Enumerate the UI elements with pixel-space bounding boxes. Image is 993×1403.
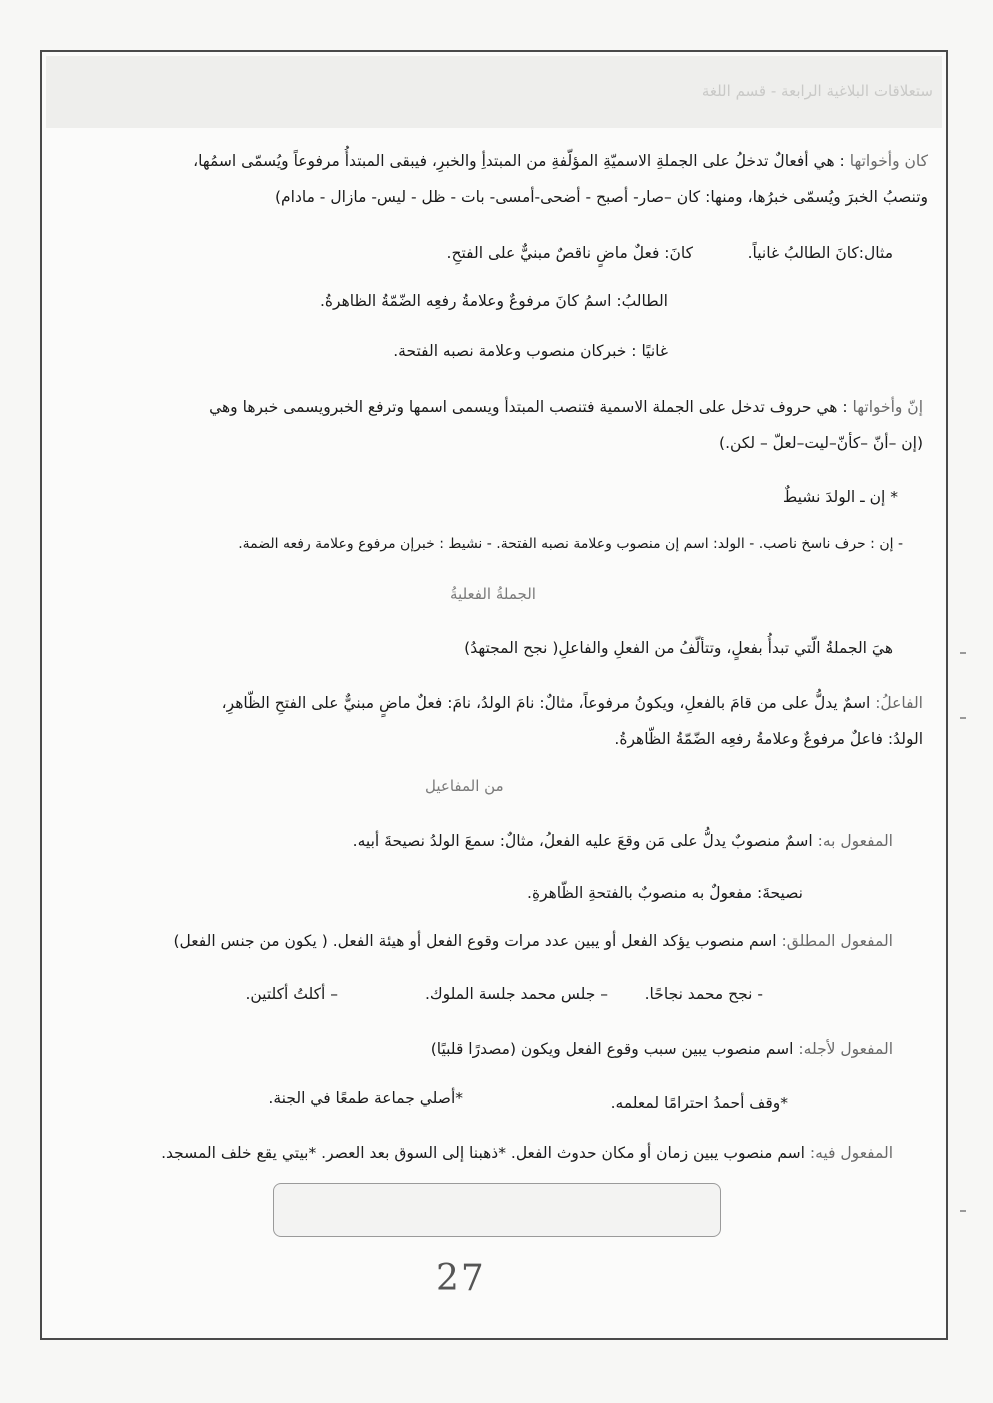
kana-definition-line2: وتنصبُ الخبرَ ويُسمّى خبرُها، ومنها: كان –صار- أصبح - أضحى-أمسى- بات - ظل - ليس- مازال - مادام) (275, 188, 928, 206)
fail-def-text: اسمٌ يدلُّ على من قامَ بالفعلِ، ويكونُ مرفوعاً، مثالٌ: نامَ الولدُ، نامَ: فعلٌ ماضٍ مبنيٌّ على الفتحِ الظّاهرِ، (221, 694, 871, 712)
maful-liajlih-example2: *أصلي جماعة طمعًا في الجنة. (268, 1089, 463, 1107)
maful-mutlaq-term: المفعول المطلق: (781, 932, 893, 950)
inna-def-text: : هي حروف تدخل على الجملة الاسمية فتنصب المبتدأ ويسمى اسمها وترفع الخبرويسمى خبرها وهي (209, 398, 848, 416)
kana-example-talib: الطالبُ: اسمُ كانَ مرفوعٌ وعلامةُ رفعِه الضّمّةُ الظاهرةُ. (320, 292, 668, 310)
kana-example-sentence: مثال:كانَ الطالبُ غانياً. (747, 244, 893, 262)
maful-bih-def-text: اسمٌ منصوبٌ يدلُّ على مَن وقعَ عليه الفعلُ، مثالٌ: سمعَ الولدُ نصيحةَ أبيه. (352, 832, 813, 850)
page-header: ستعلاقات البلاغية الرابعة - قسم اللغة (701, 82, 933, 100)
kana-example-kana: كانَ: فعلٌ ماضٍ ناقصٌ مبنيٌّ على الفتحِ. (446, 244, 693, 262)
fail-definition-line1 (222, 692, 923, 714)
maful-mutlaq-def-text: اسم منصوب يؤكد الفعل أو يبين عدد مرات وقوع الفعل أو هيئة الفعل. ( يكون من جنس الفعل) (173, 932, 777, 950)
maful-mutlaq-example3: – أكلتُ أكلتين. (245, 985, 338, 1003)
maful-fih-def-text: اسم منصوب يبين زمان أو مكان حدوث الفعل. *ذهبنا إلى السوق بعد العصر. *بيتي يقع خلف المسجد. (161, 1144, 805, 1162)
scan-mark (960, 717, 966, 719)
inna-example: * إن ـ الولدَ نشيطٌ (782, 488, 898, 506)
inna-definition-line1 (209, 396, 923, 418)
inna-definition-line2: (إن –أنّ –كأنّ–ليت–لعلّ – لكن.) (719, 434, 923, 452)
maful-liajlih-term: المفعول لأجله: (798, 1040, 893, 1058)
maful-fih-definition (161, 1142, 893, 1164)
kana-def-text: : هي أفعالٌ تدخلُ على الجملةِ الاسميّةِ المؤلّفةِ من المبتدأِ والخبرِ، فيبقى المبتدأُ مرفوعاً ويُسمّى اسمُها، (193, 152, 845, 170)
kana-definition-line1 (193, 150, 928, 172)
verbal-sentence-heading: الجملةُ الفعليةُ (450, 585, 536, 603)
objects-heading: من المفاعيل (425, 777, 504, 795)
footer-box (273, 1183, 721, 1237)
maful-liajlih-def-text: اسم منصوب يبين سبب وقوع الفعل ويكون (مصدرًا قلبيًا) (430, 1040, 794, 1058)
maful-mutlaq-example2: – جلس محمد جلسة الملوك. (424, 985, 608, 1003)
maful-liajlih-definition (431, 1038, 893, 1060)
kana-example-ghaniyan: غانيًا : خبركان منصوب وعلامة نصبه الفتحة. (393, 342, 668, 360)
inna-analysis: - إن : حرف ناسخ ناصب. - الولد: اسم إن منصوب وعلامة نصبه الفتحة. - نشيط : خبرإن مرفوع وعلامة رفعه الضمة. (238, 536, 903, 552)
fail-definition-line2: الولدُ: فاعلٌ مرفوعٌ وعلامةُ رفعِه الضّمّةُ الظّاهرةُ. (614, 730, 923, 748)
maful-bih-example: نصيحةَ: مفعولٌ به منصوبٌ بالفتحةِ الظّاهرةِ. (527, 884, 803, 902)
maful-liajlih-example1: *وقف أحمدُ احترامًا لمعلمه. (610, 1094, 788, 1112)
maful-mutlaq-example1: - نجح محمد نجاحًا. (644, 985, 763, 1003)
maful-mutlaq-definition (174, 930, 894, 952)
inna-term: إنّ وأخواتها (852, 398, 923, 416)
kana-term: كان وأخواتها (849, 152, 928, 170)
verbal-sentence-definition: هيَ الجملةُ الّتي تبدأُ بفعلٍ، وتتألّفُ من الفعلِ والفاعلِ( نجح المجتهدُ) (464, 639, 893, 657)
maful-fih-term: المفعول فيه: (809, 1144, 893, 1162)
scan-mark (960, 652, 966, 654)
maful-bih-term: المفعول به: (817, 832, 893, 850)
maful-bih-definition (353, 830, 893, 852)
fail-term: الفاعلُ: (875, 694, 923, 712)
scan-mark (960, 1210, 966, 1212)
page-number: 27 (436, 1258, 486, 1299)
